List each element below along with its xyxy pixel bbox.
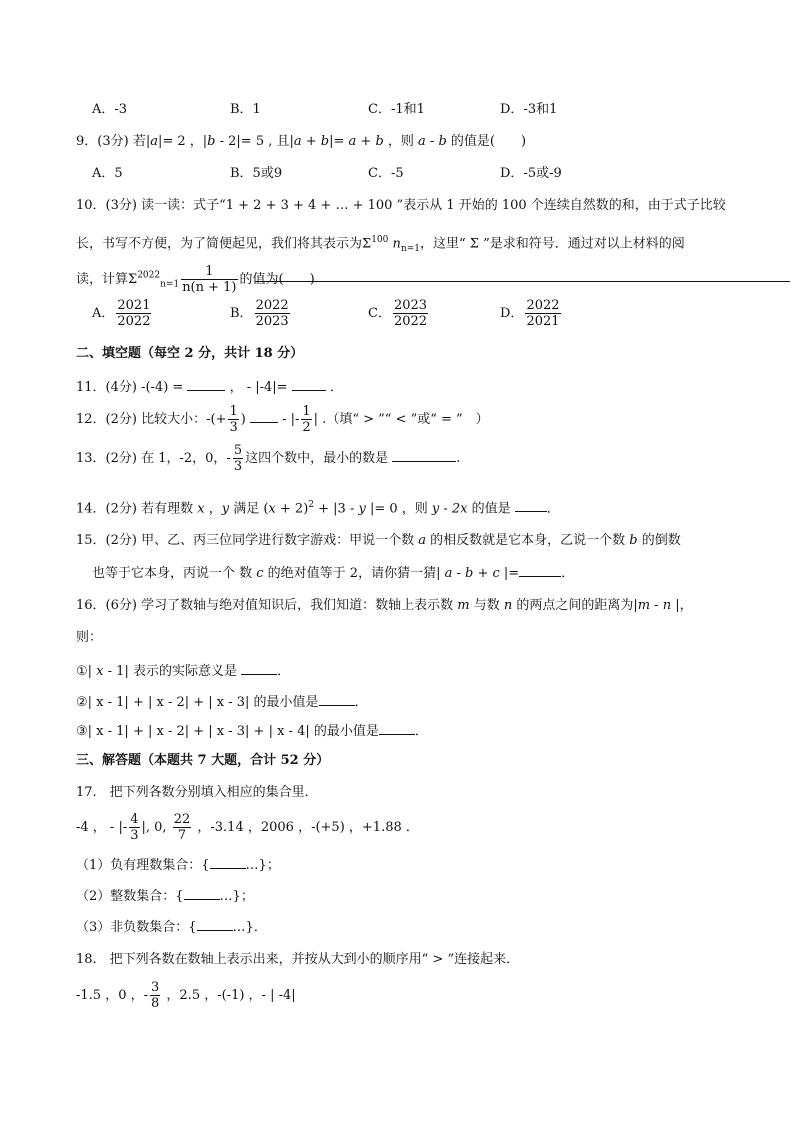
q17-blank-3: [197, 918, 233, 931]
q10-option-c: C． $\frac{2023}{2022}$: [368, 298, 428, 329]
q8-option-d: D．-3和1: [500, 102, 558, 117]
q16-line-2: 则：: [76, 630, 103, 645]
q10-fraction: $\frac{1}{n(n + 1)}$: [182, 264, 237, 295]
q15-line-2: 也等于它本身，丙说一个 数 c 的绝对值等于 2，请你猜一猜| a - b + c |= ．: [92, 566, 575, 581]
q8-option-a: A．-3: [92, 102, 128, 117]
q16-item-1: ①| x - 1| 表示的实际意义是 ．: [76, 664, 291, 679]
q18-numbers: -1.5 ，0 ，- $\frac{3}{8}$ ，2.5 ，-(-1) ，- | -4|: [76, 980, 296, 1011]
q17-set-2: （2）整数集合：{ …}；: [76, 889, 254, 904]
q11-blank-2: [292, 378, 326, 391]
q10-line-2: 长，书写不方便，为了简便起见，我们将其表示为$\Sigma^{100}$ $n_{n=1}$，这里“ Σ ”是求和符号．通过对以上材料的阅: [76, 235, 685, 254]
q16-item-2: ②| x - 1| + | x - 2| + | x - 3| 的最小值是 ．: [76, 695, 368, 710]
q15-line-1: 15．(2分) 甲、乙、丙三位同学进行数字游戏：甲说一个数 a 的相反数就是它本身，乙说一个数 b 的倒数: [76, 533, 681, 548]
q10-option-b: B． $\frac{2022}{2023}$: [230, 298, 289, 329]
q17-set-1: （1）负有理数集合：{ …}；: [76, 858, 280, 873]
q16-blank-3: [379, 722, 415, 735]
section-3-heading: 三、解答题（本题共 7 大题，合计 52 分）: [76, 753, 330, 768]
q9-option-a: A．5: [92, 166, 123, 181]
q17-blank-2: [184, 887, 220, 900]
q17-blank-1: [210, 856, 246, 869]
q17-set-3: （3）非负数集合：{ …}．: [76, 920, 267, 935]
q16-blank-1: [241, 662, 277, 675]
q13-blank: [392, 449, 456, 462]
q10-option-d: D． $\frac{2022}{2021}$: [500, 298, 560, 329]
q18-title: 18. 把下列各数在数轴上表示出来，并按从大到小的顺序用“ > ”连接起来．: [76, 952, 520, 967]
q11-blank-1: [187, 378, 225, 391]
q14: 14．(2分) 若有理数 x ，y 满足 $(x + 2)^2 + |3 - y$ |= 0 ，则 y - 2x 的值是 ．: [76, 500, 560, 517]
q8-option-c: C．-1和1: [368, 102, 425, 117]
q13: 13．(2分) 在 1，-2，0，- $\frac{5}{3}$ 这四个数中，最小的数是 .: [76, 443, 461, 474]
q14-blank: [515, 499, 547, 512]
divider-line: [255, 281, 790, 282]
q9-option-c: C．-5: [368, 166, 404, 181]
q10-line-1: 10．(3分) 读一读：式子“1 + 2 + 3 + 4 + … + 100 ”表示从 1 开始的 100 个连续自然数的和，由于式子比较: [76, 198, 726, 213]
q17-title: 17. 把下列各数分别填入相应的集合里．: [76, 785, 318, 800]
q9-option-d: D．-5或-9: [500, 166, 562, 181]
q16-blank-2: [319, 693, 355, 706]
q10-option-a: A． $\frac{2021}{2022}$: [92, 298, 151, 329]
q12-blank: [250, 410, 278, 423]
section-2-heading: 二、填空题（每空 2 分，共计 18 分）: [76, 346, 304, 361]
q9-option-b: B．5或9: [230, 166, 283, 181]
q16-line-1: 16．(6分) 学习了数轴与绝对值知识后，我们知道：数轴上表示数 m 与数 n 的两点之间的距离为|m - n |，: [76, 598, 693, 613]
q17-numbers: -4 ， - |- $\frac{4}{3}$ |, 0, $\frac{22}{7}$ ，-3.14 ，2006 ，-(+5) ，+1.88 ．: [76, 812, 419, 843]
q8-option-b: B．1: [230, 102, 261, 117]
q15-blank: [519, 564, 561, 577]
q12: 12．(2分) 比较大小：-(+ $\frac{1}{3}$ ) - |- $\frac{1}{2}$ | .（填“ > ”“ < ”或“ = ” ）: [76, 404, 489, 435]
q11: 11．(4分) -(-4) = ， - |-4|= ．: [76, 380, 343, 395]
q9-stem: 9．(3分) 若|a|= 2 ，|b - 2|= 5 , 且|a + b|= a + b ，则 a - b 的值是( ): [76, 134, 527, 149]
q16-item-3: ③| x - 1| + | x - 2| + | x - 3| + | x - 4| 的最小值是 ．: [76, 724, 428, 739]
q10-line-3: 读，计算$\Sigma^{2022}_{n=1}$ $\frac{1}{n(n + 1)}$ 的值为( ): [76, 264, 315, 295]
